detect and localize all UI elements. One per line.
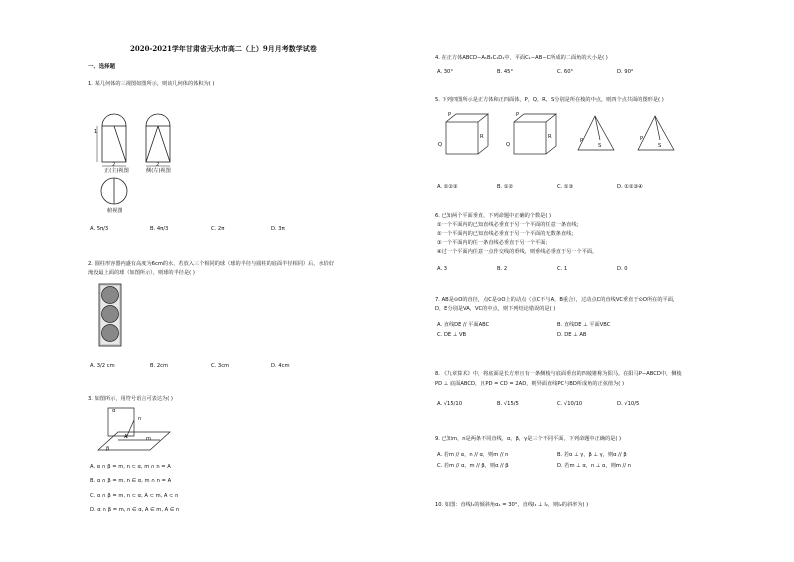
q7-option-c: C. DE ⊥ VB (437, 332, 467, 338)
q1-option-c: C. 2π (211, 226, 225, 232)
q8-stem-line1: 8. 《九章算术》中，将底面是长方形且有一条侧棱与底面垂直的四棱锥称为阳马。在阳马P−ABCD中，侧棱 (435, 371, 682, 377)
q3-option-b: B. α ∩ β = m, n ∈ α, m ∩ n = A (90, 478, 172, 484)
label-S-4: S (658, 143, 662, 149)
exam-title: 2020-2021学年甘肃省天水市高二（上）9月月考数学试卷 (130, 44, 317, 53)
label-R-1: R (480, 134, 484, 140)
q1-option-d: D. 3π (271, 226, 285, 232)
q6-line-3: ③一个平面内的任一条直线必垂直于另一个平面； (437, 240, 551, 246)
q6-option-c: C. 1 (557, 266, 568, 272)
q3-stem: 3. 如图所示，用符号语言可表达为( ) (88, 396, 173, 402)
q8-option-c: C. √10/10 (557, 401, 583, 407)
q4-option-d: D. 90° (617, 69, 634, 75)
q8-stem-line2: PD ⊥ 底面ABCD，且PD = CD = 2AD，则异面直线PC与BD所成角的正弦值为( ) (435, 381, 625, 387)
label-R-2: R (548, 134, 552, 140)
dim-label-2a: 2 (112, 162, 116, 168)
q6-line-4: ④过一个平面内任意一点作交线的垂线，则垂线必垂直于另一个平面。 (437, 249, 598, 255)
q8-option-b: B. √15/5 (497, 401, 519, 407)
q6-stem: 6. 已知两个平面垂直，下列命题中正确的个数是( ) (435, 213, 552, 219)
q7-option-a: A. 直线DE // 平面ABC (437, 322, 490, 328)
q9-stem: 9. 已知m，n是两条不同直线，α，β，γ是三个不同平面，下列命题中正确的是( ) (435, 436, 622, 442)
q4-option-c: C. 60° (557, 69, 574, 75)
side-view-label: 侧(左)视图 (146, 168, 171, 174)
label-P-2: P (516, 112, 520, 118)
label-Q-1: Q (438, 142, 443, 148)
A-label: A (124, 434, 128, 440)
q8-option-d: D. √10/5 (617, 401, 640, 407)
q4-stem: 4. 在正方体ABCD−A₁B₁C₁D₁中，平面C₁−AB−C所成的二面角的大小是( ) (435, 55, 608, 61)
front-view-label: 正(主)视图 (104, 168, 129, 174)
q6-option-b: B. 2 (497, 266, 508, 272)
label-P-1: P (448, 112, 452, 118)
q7-stem-line2: D，E分别是VA，VC的中点，则下列结论错误的是( ) (435, 306, 556, 312)
q2-option-c: C. 3cm (211, 363, 230, 369)
q10-stem: 10. 如图：直线l₁的倾斜角α₁ = 30°，直线l₁ ⊥ l₂，则l₂的斜率为( ) (435, 502, 589, 508)
q9-option-b: B. 若α ⊥ γ，β ⊥ γ，则α // β (557, 452, 627, 458)
q9-option-d: D. 若m ⊥ α，n ⊥ α，则m // n (557, 463, 631, 469)
q9-option-c: C. 若m // α，m // β，则α // β (437, 463, 509, 469)
q2-stem-line1: 2. 圆柱形容器内盛有高度为6cm的水，若放入三个相同的球（球的半径与圆柱的底面半径相同）后，水恰好 (88, 261, 335, 267)
n-label: n (138, 416, 142, 422)
dim-label-2b: 2 (156, 162, 160, 168)
dim-label-1: 1 (94, 129, 98, 135)
q5-option-c: C. ①③ (557, 184, 574, 190)
m-label: m (146, 436, 152, 442)
q3-option-a: A. α ∩ β = m, n ⊂ α, m ∩ n = A (90, 464, 171, 470)
q4-option-b: B. 45° (497, 69, 514, 75)
q7-option-d: D. DE ⊥ AB (557, 332, 587, 338)
label-Q-2: Q (506, 142, 511, 148)
q2-option-a: A. 3/2 cm (90, 363, 115, 369)
q3-option-c: C. α ∩ β = m, n ⊂ α, A ⊂ m, A ⊂ n (90, 493, 179, 499)
q1-stem: 1. 某几何体的三视图如图所示，则该几何体的体积为( ) (88, 81, 215, 87)
cylinder-balls-figure (97, 282, 123, 348)
q9-option-a: A. 若m // α，n // α，则m // n (437, 452, 509, 458)
q6-option-d: D. 0 (617, 266, 628, 272)
q1-option-a: A. 5π/3 (90, 226, 109, 232)
q2-stem-line2: 淹没最上面的球（如图所示），则球的半径是( ) (88, 270, 195, 276)
q4-option-a: A. 30° (437, 69, 453, 75)
q2-option-d: D. 4cm (271, 363, 290, 369)
q5-option-a: A. ①②③ (437, 184, 458, 190)
section-heading: 一、选择题 (88, 64, 115, 70)
q7-stem-line1: 7. AB是⊙O的直径，点C是⊙O上的动点（点C不与A，B重合），过动点C的直线VC垂直于⊙O所在的平面， (435, 297, 679, 303)
q1-option-b: B. 4π/3 (150, 226, 169, 232)
q3-option-d: D. α ∩ β = m, n ∈ α, A ∈ m, A ∈ n (90, 507, 180, 513)
label-P-4: P (640, 136, 644, 142)
cubes-tetrahedra-figure (440, 110, 680, 172)
q5-stem: 5. 下列四图所示是正方体和正四面体，P，Q，R，S分别是所在棱的中点，则四个点共面的图形是( ) (435, 97, 664, 103)
q5-option-b: B. ①② (497, 184, 514, 190)
label-P-3: P (580, 138, 584, 144)
q7-option-b: B. 直线DE ⊥ 平面VBC (557, 322, 611, 328)
three-view-figure (92, 96, 202, 216)
q5-option-d: D. ①②③④ (617, 184, 643, 190)
q8-option-a: A. √15/10 (437, 401, 463, 407)
q2-option-b: B. 2cm (150, 363, 169, 369)
alpha-label: α (112, 408, 116, 414)
q6-line-1: ①一个平面内的已知直线必垂直于另一个平面的任意一条直线； (437, 222, 582, 228)
q6-line-2: ②一个平面内的已知直线必垂直于另一个平面的无数条直线； (437, 231, 577, 237)
beta-label: β (106, 446, 110, 452)
label-S-3: S (598, 143, 602, 149)
top-view-label: 俯视图 (107, 208, 123, 214)
q6-option-a: A. 3 (437, 266, 448, 272)
